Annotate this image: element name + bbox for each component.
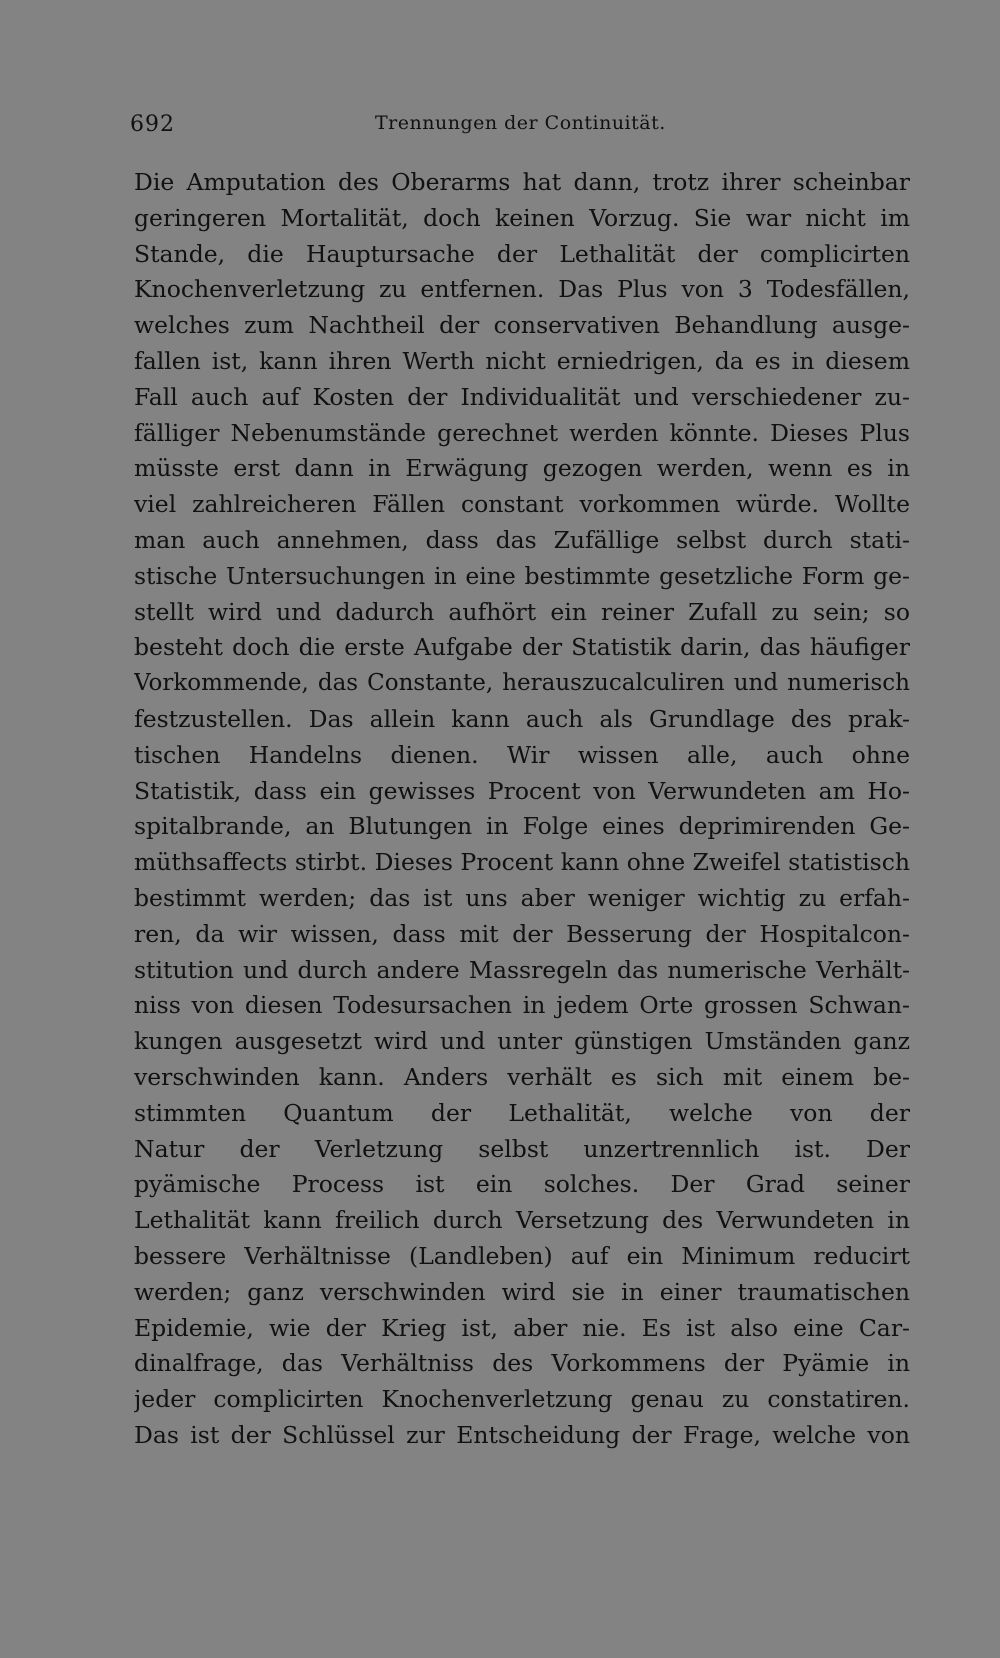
page-header <box>130 112 910 142</box>
text-line: Lethalität kann freilich durch Versetzung des Verwundeten in <box>134 1206 910 1235</box>
text-line: bestimmt werden; das ist uns aber weniger wichtig zu erfah- <box>134 883 910 912</box>
text-line: Epidemie, wie der Krieg ist, aber nie. Es ist also eine Car- <box>134 1313 910 1342</box>
page-number: 692 <box>130 112 175 137</box>
text-line: geringeren Mortalität, doch keinen Vorzug. Sie war nicht im <box>134 203 910 232</box>
text-line: niss von diesen Todesursachen in jedem Orte grossen Schwan- <box>134 991 910 1020</box>
text-line: Fall auch auf Kosten der Individualität und verschiedener zu- <box>134 382 910 411</box>
text-line: stitution und durch andere Massregeln das numerische Verhält- <box>134 955 910 984</box>
text-line: verschwinden kann. Anders verhält es sich mit einem be- <box>134 1062 910 1091</box>
text-line: kungen ausgesetzt wird und unter günstigen Umständen ganz <box>134 1027 910 1056</box>
text-line: müthsaffects stirbt. Dieses Procent kann ohne Zweifel statistisch <box>134 848 910 877</box>
text-line: dinalfrage, das Verhältniss des Vorkommens der Pyämie in <box>134 1349 910 1378</box>
text-line: Das ist der Schlüssel zur Entscheidung der Frage, welche von <box>134 1420 910 1449</box>
text-line: ren, da wir wissen, dass mit der Besserung der Hospitalcon- <box>134 919 910 948</box>
text-line: pyämische Process ist ein solches. Der Grad seiner <box>134 1170 910 1199</box>
text-line: Natur der Verletzung selbst unzertrennlich ist. Der <box>134 1134 910 1163</box>
text-line: fälliger Nebenumstände gerechnet werden könnte. Dieses Plus <box>134 418 910 447</box>
text-line: man auch annehmen, dass das Zufällige selbst durch stati- <box>134 525 910 554</box>
text-line: tischen Handelns dienen. Wir wissen alle, auch ohne <box>134 740 910 769</box>
text-line: Stande, die Hauptursache der Lethalität der complicirten <box>134 239 910 268</box>
text-line: fallen ist, kann ihren Werth nicht erniedrigen, da es in diesem <box>134 346 910 375</box>
text-line: stellt wird und dadurch aufhört ein reiner Zufall zu sein; so <box>134 597 910 626</box>
text-line: Statistik, dass ein gewisses Procent von Verwundeten am Ho- <box>134 776 910 805</box>
text-line: Knochenverletzung zu entfernen. Das Plus von 3 Todesfällen, <box>134 275 910 304</box>
text-line: müsste erst dann in Erwägung gezogen werden, wenn es in <box>134 454 910 483</box>
text-line: welches zum Nachtheil der conservativen Behandlung ausge- <box>134 311 910 340</box>
text-line: bessere Verhältnisse (Landleben) auf ein Minimum reducirt <box>134 1241 910 1270</box>
text-line: Die Amputation des Oberarms hat dann, trotz ihrer scheinbar <box>134 168 910 196</box>
text-line: werden; ganz verschwinden wird sie in einer traumatischen <box>134 1277 910 1306</box>
text-line: spitalbrande, an Blutungen in Folge eines deprimirenden Ge- <box>134 812 910 841</box>
text-line: Vorkommende, das Constante, herauszucalculiren und numerisch <box>134 670 910 697</box>
running-head: Trennungen der Continuität. <box>375 112 666 134</box>
text-line: viel zahlreicheren Fällen constant vorkommen würde. Wollte <box>134 490 910 519</box>
text-line: stische Untersuchungen in eine bestimmte gesetzliche Form ge- <box>134 561 910 590</box>
text-line: festzustellen. Das allein kann auch als Grundlage des prak- <box>134 704 910 733</box>
text-line: stimmten Quantum der Lethalität, welche von der <box>134 1098 910 1127</box>
text-line: besteht doch die erste Aufgabe der Statistik darin, das häufiger <box>134 633 910 662</box>
body-text <box>134 165 910 1454</box>
text-line: jeder complicirten Knochenverletzung genau zu constatiren. <box>134 1385 910 1414</box>
